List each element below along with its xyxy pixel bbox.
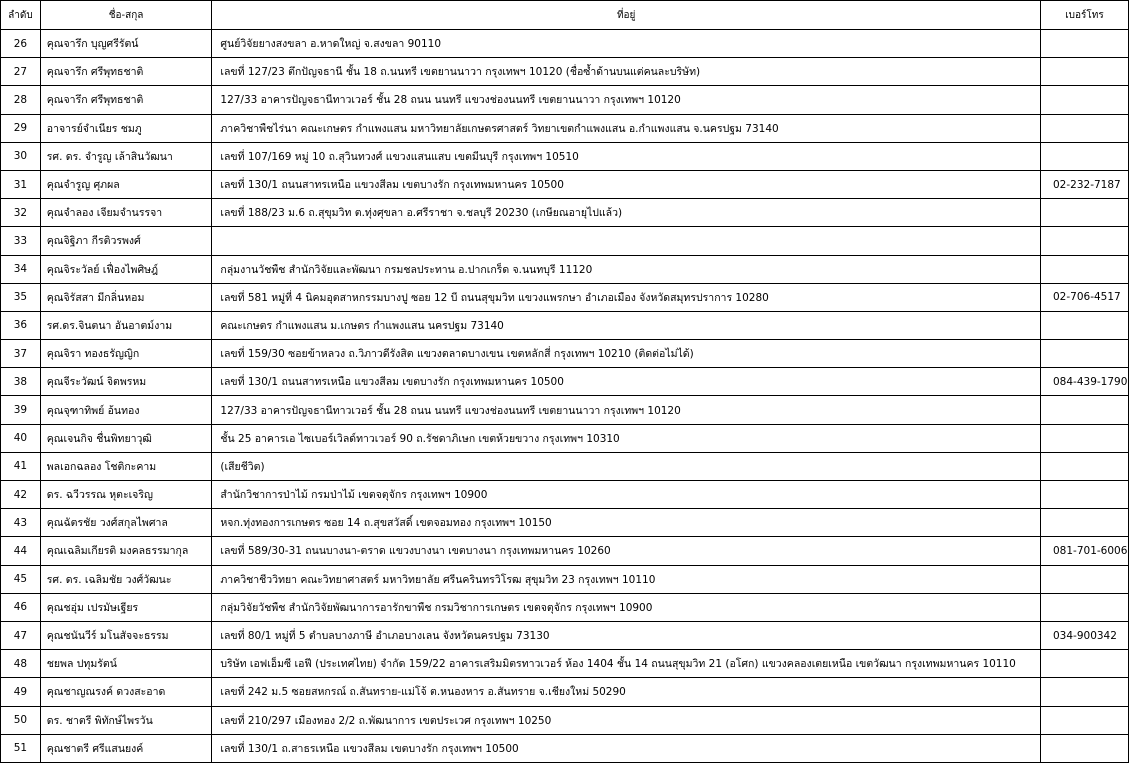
table-row — [1, 621, 1129, 649]
table-row — [1, 424, 1129, 452]
row-name: คุณชนันวีร์ มโนสัจจะธรรม — [40, 621, 212, 649]
row-name: คุณจำลอง เจียมจำนรรจา — [40, 199, 212, 227]
row-name: คุณฉัตรชัย วงศ์สกุลไพศาล — [40, 509, 212, 537]
table-row — [1, 30, 1129, 58]
table-row — [1, 593, 1129, 621]
row-phone — [1041, 114, 1129, 142]
row-number: 45 — [1, 565, 41, 593]
row-address: 127/33 อาคารปัญจธานีทาวเวอร์ ชั้น 28 ถนน นนทรี แขวงช่องนนทรี เขตยานนาวา กรุงเทพฯ 10120 — [212, 86, 1041, 114]
row-name: คุณเฉลิมเกียรติ มงคลธรรมากุล — [40, 537, 212, 565]
row-name: คุณเจนกิจ ชื่นพิทยาวุฒิ — [40, 424, 212, 452]
header-no: ลำดับ — [1, 1, 41, 30]
row-address: กลุ่มวิจัยวัชพืช สำนักวิจัยพัฒนาการอารักขาพืช กรมวิชาการเกษตร เขตจตุจักร กรุงเทพฯ 10900 — [212, 593, 1041, 621]
row-name: คุณจิฐิภา กีรติวรพงศ์ — [40, 227, 212, 255]
row-phone — [1041, 255, 1129, 283]
row-number: 51 — [1, 734, 41, 762]
table-row — [1, 142, 1129, 170]
row-name: รศ. ดร. จำรูญ เล้าสินวัฒนา — [40, 142, 212, 170]
row-address: คณะเกษตร กำแพงแสน ม.เกษตร กำแพงแสน นครปฐม 73140 — [212, 311, 1041, 339]
row-name: ชยพล ปทุมรัตน์ — [40, 650, 212, 678]
table-row — [1, 678, 1129, 706]
row-number: 48 — [1, 650, 41, 678]
row-phone — [1041, 706, 1129, 734]
table-row — [1, 452, 1129, 480]
header-name: ชื่อ-สกุล — [40, 1, 212, 30]
table-row — [1, 481, 1129, 509]
row-address: เลขที่ 159/30 ซอยข้าหลวง ถ.วิภาวดีรังสิต แขวงตลาดบางเขน เขตหลักสี่ กรุงเทพฯ 10210 (ติดต่อไม่ได้) — [212, 340, 1041, 368]
row-phone — [1041, 678, 1129, 706]
row-number: 47 — [1, 621, 41, 649]
row-phone: 02-232-7187 — [1041, 170, 1129, 198]
row-name: ดร. ฉวีวรรณ หุตะเจริญ — [40, 481, 212, 509]
row-name: อาจารย์จำเนียร ชมภู — [40, 114, 212, 142]
row-number: 28 — [1, 86, 41, 114]
row-name: คุณจิระวัลย์ เฟื่องไพศิษฎ์ — [40, 255, 212, 283]
row-phone: 02-706-4517 — [1041, 283, 1129, 311]
row-number: 35 — [1, 283, 41, 311]
row-address: เลขที่ 188/23 ม.6 ถ.สุขุมวิท ต.ทุ่งศุขลา อ.ศรีราชา จ.ชลบุรี 20230 (เกษียณอายุไปแล้ว) — [212, 199, 1041, 227]
row-number: 36 — [1, 311, 41, 339]
row-phone — [1041, 396, 1129, 424]
row-number: 49 — [1, 678, 41, 706]
row-name: คุณจารึก ศรีพุทธชาติ — [40, 58, 212, 86]
table-row — [1, 396, 1129, 424]
table-row — [1, 227, 1129, 255]
row-number: 30 — [1, 142, 41, 170]
row-phone — [1041, 734, 1129, 762]
row-number: 33 — [1, 227, 41, 255]
table-row — [1, 734, 1129, 762]
row-number: 46 — [1, 593, 41, 621]
row-number: 50 — [1, 706, 41, 734]
row-address: เลขที่ 210/297 เมืองทอง 2/2 ถ.พัฒนาการ เขตประเวศ กรุงเทพฯ 10250 — [212, 706, 1041, 734]
row-phone — [1041, 565, 1129, 593]
row-address: เลขที่ 107/169 หมู่ 10 ถ.สุวินทวงศ์ แขวงแสนแสบ เขตมีนบุรี กรุงเทพฯ 10510 — [212, 142, 1041, 170]
header-address: ที่อยู่ — [212, 1, 1041, 30]
row-phone — [1041, 593, 1129, 621]
row-phone: 084-439-1790 — [1041, 368, 1129, 396]
row-address: เลขที่ 242 ม.5 ซอยสหกรณ์ ถ.สันทราย-แม่โจ้ ต.หนองหาร อ.สันทราย จ.เชียงใหม่ 50290 — [212, 678, 1041, 706]
row-address: เลขที่ 130/1 ถนนสาทรเหนือ แขวงสีลม เขตบางรัก กรุงเทพมหานคร 10500 — [212, 368, 1041, 396]
table-row — [1, 650, 1129, 678]
row-name: ดร. ชาตรี พิทักษ์ไพรวัน — [40, 706, 212, 734]
row-number: 34 — [1, 255, 41, 283]
row-address: เลขที่ 581 หมู่ที่ 4 นิคมอุตสาหกรรมบางปู ซอย 12 บี ถนนสุขุมวิท แขวงแพรกษา อำเภอเมือง จังหวัดสมุทรปราการ 10280 — [212, 283, 1041, 311]
row-phone — [1041, 481, 1129, 509]
row-address: หจก.ทุ่งทองการเกษตร ซอย 14 ถ.สุขสวัสดิ์ เขตจอมทอง กรุงเทพฯ 10150 — [212, 509, 1041, 537]
table-row — [1, 706, 1129, 734]
row-name: คุณชาญณรงค์ ดวงสะอาด — [40, 678, 212, 706]
row-address: สำนักวิชาการป่าไม้ กรมป่าไม้ เขตจตุจักร กรุงเทพฯ 10900 — [212, 481, 1041, 509]
row-name: คุณจุฑาทิพย์ อ้นทอง — [40, 396, 212, 424]
row-phone — [1041, 509, 1129, 537]
row-number: 40 — [1, 424, 41, 452]
row-number: 32 — [1, 199, 41, 227]
table-row — [1, 340, 1129, 368]
row-phone — [1041, 650, 1129, 678]
row-number: 27 — [1, 58, 41, 86]
row-name: รศ. ดร. เฉลิมชัย วงศ์วัฒนะ — [40, 565, 212, 593]
row-address: ศูนย์วิจัยยางสงขลา อ.หาดใหญ่ จ.สงขลา 90110 — [212, 30, 1041, 58]
row-number: 44 — [1, 537, 41, 565]
row-number: 41 — [1, 452, 41, 480]
row-address: กลุ่มงานวัชพืช สำนักวิจัยและพัฒนา กรมชลประทาน อ.ปากเกร็ด จ.นนทบุรี 11120 — [212, 255, 1041, 283]
table-row — [1, 199, 1129, 227]
row-number: 39 — [1, 396, 41, 424]
row-phone — [1041, 424, 1129, 452]
header-row — [1, 1, 1129, 30]
row-address: เลขที่ 589/30-31 ถนนบางนา-ตราด แขวงบางนา เขตบางนา กรุงเทพมหานคร 10260 — [212, 537, 1041, 565]
row-name: คุณจีระวัฒน์ จิตพรหม — [40, 368, 212, 396]
row-name: คุณจารึก บุญศรีรัตน์ — [40, 30, 212, 58]
row-phone — [1041, 86, 1129, 114]
row-address: ชั้น 25 อาคารเอ ไซเบอร์เวิลด์ทาวเวอร์ 90 ถ.รัชดาภิเษก เขตห้วยขวาง กรุงเทพฯ 10310 — [212, 424, 1041, 452]
table-row — [1, 368, 1129, 396]
row-phone — [1041, 227, 1129, 255]
row-address: เลขที่ 80/1 หมู่ที่ 5 ตำบลบางภาษี อำเภอบางเลน จังหวัดนครปฐม 73130 — [212, 621, 1041, 649]
table-row — [1, 58, 1129, 86]
row-address: บริษัท เอฟเอ็มซี เอฟี (ประเทศไทย) จำกัด 159/22 อาคารเสริมมิตรทาวเวอร์ ห้อง 1404 ชั้น 14 ถนนสุขุมวิท 21 (อโศก) แขวงคลองเตยเหนือ เขตวัฒนา กรุงเทพมหานคร 10110 — [212, 650, 1041, 678]
table-row — [1, 283, 1129, 311]
row-name: พลเอกฉลอง โชติกะคาม — [40, 452, 212, 480]
row-address — [212, 227, 1041, 255]
table-row — [1, 255, 1129, 283]
row-address: เลขที่ 130/1 ถนนสาทรเหนือ แขวงสีลม เขตบางรัก กรุงเทพมหานคร 10500 — [212, 170, 1041, 198]
table-row — [1, 565, 1129, 593]
row-phone — [1041, 199, 1129, 227]
row-number: 26 — [1, 30, 41, 58]
table-row — [1, 509, 1129, 537]
row-phone — [1041, 311, 1129, 339]
row-number: 43 — [1, 509, 41, 537]
row-phone: 081-701-6006 — [1041, 537, 1129, 565]
row-name: คุณชาตรี ศรีแสนยงค์ — [40, 734, 212, 762]
row-name: คุณจำรูญ ศุภผล — [40, 170, 212, 198]
row-address: ภาควิชาชีววิทยา คณะวิทยาศาสตร์ มหาวิทยาลัย ศรีนครินทรวิโรฒ สุขุมวิท 23 กรุงเทพฯ 10110 — [212, 565, 1041, 593]
row-number: 38 — [1, 368, 41, 396]
row-name: คุณจิรา ทองธรัญญิก — [40, 340, 212, 368]
row-phone — [1041, 452, 1129, 480]
row-address: เลขที่ 127/23 ตึกปัญจธานี ชั้น 18 ถ.นนทรี เขตยานนาวา กรุงเทพฯ 10120 (ชื่อซ้ำด้านบนแต่คนละบริษัท) — [212, 58, 1041, 86]
row-name: คุณจิรัสสา มีกลิ่นหอม — [40, 283, 212, 311]
row-address: เลขที่ 130/1 ถ.สาธรเหนือ แขวงสีลม เขตบางรัก กรุงเทพฯ 10500 — [212, 734, 1041, 762]
row-phone — [1041, 340, 1129, 368]
table-row — [1, 311, 1129, 339]
row-phone — [1041, 58, 1129, 86]
row-address: 127/33 อาคารปัญจธานีทาวเวอร์ ชั้น 28 ถนน นนทรี แขวงช่องนนทรี เขตยานนาวา กรุงเทพฯ 10120 — [212, 396, 1041, 424]
row-phone — [1041, 30, 1129, 58]
row-name: รศ.ดร.จินตนา อันอาตม์งาม — [40, 311, 212, 339]
table-row — [1, 114, 1129, 142]
row-address: (เสียชีวิต) — [212, 452, 1041, 480]
table-row — [1, 537, 1129, 565]
row-phone: 034-900342 — [1041, 621, 1129, 649]
row-number: 37 — [1, 340, 41, 368]
header-phone: เบอร์โทร — [1041, 1, 1129, 30]
row-name: คุณชอุ่ม เปรมัษเฐียร — [40, 593, 212, 621]
row-name: คุณจารึก ศรีพุทธชาติ — [40, 86, 212, 114]
row-phone — [1041, 142, 1129, 170]
row-number: 42 — [1, 481, 41, 509]
row-address: ภาควิชาพืชไร่นา คณะเกษตร กำแพงแสน มหาวิทยาลัยเกษตรศาสตร์ วิทยาเขตกำแพงแสน อ.กำแพงแสน จ.นครปฐม 73140 — [212, 114, 1041, 142]
table-row — [1, 170, 1129, 198]
row-number: 29 — [1, 114, 41, 142]
table-row — [1, 86, 1129, 114]
row-number: 31 — [1, 170, 41, 198]
